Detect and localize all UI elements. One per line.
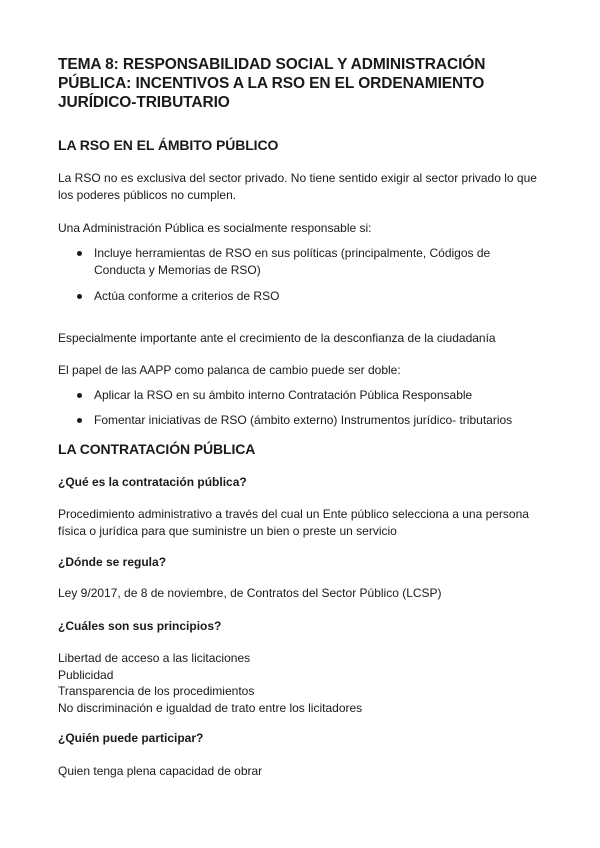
question-heading: ¿Quién puede participar? (58, 731, 204, 745)
list-item: Fomentar iniciativas de RSO (ámbito externo) Instrumentos jurídico- tributarios (94, 413, 513, 427)
principle-line: Publicidad (58, 667, 114, 682)
bullet-icon (77, 418, 82, 423)
paragraph-rso-exclusiva (58, 170, 548, 203)
bullet-icon (77, 251, 82, 256)
title-line: TEMA 8: RESPONSABILIDAD SOCIAL Y ADMINISTRACIÓN (58, 56, 486, 73)
list-item (94, 288, 534, 305)
question-heading: ¿Cuáles son sus principios? (58, 619, 222, 633)
answer-paragraph: Quien tenga plena capacidad de obrar (58, 764, 263, 778)
list-item-line: Incluye herramientas de RSO en sus políticas (principalmente, Códigos de (94, 246, 491, 260)
list-item: Aplicar la RSO en su ámbito interno Contratación Pública Responsable (94, 388, 473, 402)
answer-paragraph: Ley 9/2017, de 8 de noviembre, de Contratos del Sector Público (LCSP) (58, 586, 442, 600)
question-heading: ¿Dónde se regula? (58, 555, 167, 569)
list-item (94, 245, 534, 278)
paragraph-desconfianza: Especialmente importante ante el crecimiento de la desconfianza de la ciudadanía (58, 331, 496, 345)
answer-paragraph (58, 506, 548, 539)
paragraph-papel-aapp: El papel de las AAPP como palanca de cambio puede ser doble: (58, 363, 401, 377)
title-line: PÚBLICA: INCENTIVOS A LA RSO EN EL ORDENAMIENTO (58, 75, 485, 92)
paragraph-line: los poderes públicos no cumplen. (58, 187, 237, 202)
paragraph-line: La RSO no es exclusiva del sector privado. No tiene sentido exigir al sector privado lo que (58, 171, 537, 185)
principle-line: Transparencia de los procedimientos (58, 684, 255, 698)
question-heading: ¿Qué es la contratación pública? (58, 475, 247, 489)
section-heading-rso-publico: LA RSO EN EL ÁMBITO PÚBLICO (58, 137, 279, 153)
list-item-line: Actúa conforme a criterios de RSO (94, 289, 280, 303)
section-heading-contratacion: LA CONTRATACIÓN PÚBLICA (58, 441, 256, 457)
principles-list (58, 650, 548, 716)
title-line: JURÍDICO-TRIBUTARIO (58, 94, 230, 111)
document-title (58, 55, 558, 112)
answer-line: Procedimiento administrativo a través del cual un Ente público selecciona a una persona (58, 507, 529, 521)
paragraph-administracion-responsable: Una Administración Pública es socialmente responsable si: (58, 221, 372, 235)
bullet-icon (77, 294, 82, 299)
bullet-icon (77, 393, 82, 398)
principle-line: Libertad de acceso a las licitaciones (58, 651, 251, 665)
principle-line: No discriminación e igualdad de trato entre los licitadores (58, 700, 363, 715)
list-item-line: Conducta y Memorias de RSO) (94, 262, 261, 277)
answer-line: física o jurídica para que suministre un bien o preste un servicio (58, 523, 397, 538)
